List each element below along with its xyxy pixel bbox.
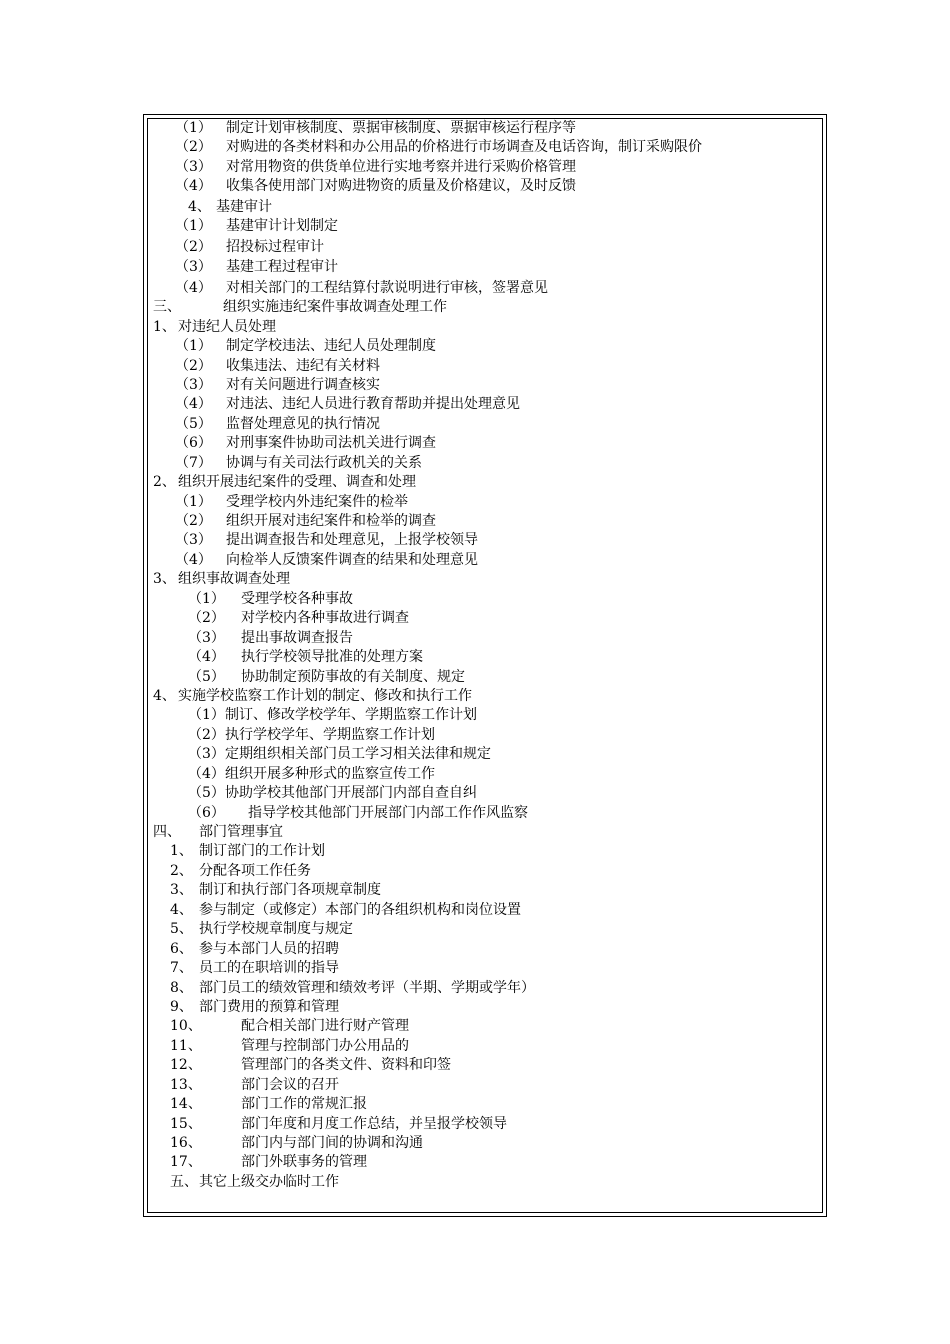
item-marker: 10、 — [170, 1018, 202, 1035]
item-text: 提出事故调查报告 — [241, 629, 353, 646]
list-item — [153, 940, 821, 959]
item-text: 执行学校领导批准的处理方案 — [241, 649, 423, 666]
item-marker: 7、 — [170, 960, 193, 977]
list-item — [153, 434, 821, 453]
item-marker: （5） — [175, 415, 212, 432]
item-text: 部门费用的预算和管理 — [199, 998, 339, 1015]
item-text: 对有关问题进行调查核实 — [226, 376, 380, 393]
item-text: 制订部门的工作计划 — [199, 843, 325, 860]
list-item — [153, 1037, 821, 1056]
item-marker: 11、 — [170, 1037, 202, 1054]
item-text: 实施学校监察工作计划的制定、修改和执行工作 — [178, 687, 472, 704]
item-text: 基建工程过程审计 — [226, 259, 338, 276]
list-item — [153, 1153, 821, 1172]
item-text: 对违纪人员处理 — [178, 318, 276, 335]
list-item — [153, 745, 821, 764]
list-item — [153, 609, 821, 628]
list-item — [153, 726, 821, 745]
list-item — [153, 531, 821, 550]
item-text: 基建审计 — [216, 198, 272, 215]
item-marker: （1） — [175, 493, 212, 510]
item-text: 组织实施违纪案件事故调查处理工作 — [223, 299, 447, 316]
item-text: 组织开展对违纪案件和检举的调查 — [226, 513, 436, 529]
item-text: 部门内与部门间的协调和沟通 — [241, 1135, 423, 1151]
item-marker: 4、 — [188, 198, 211, 215]
item-text: 对学校内各种事故进行调查 — [241, 610, 409, 627]
item-marker: 6、 — [170, 940, 193, 957]
section-heading — [153, 1173, 821, 1192]
list-item — [153, 979, 821, 998]
item-marker: 16、 — [170, 1135, 202, 1151]
list-item — [153, 784, 821, 803]
list-item — [153, 278, 821, 299]
list-item — [153, 158, 821, 177]
item-text: 定期组织相关部门员工学习相关法律和规定 — [225, 746, 491, 763]
item-marker: （4） — [175, 279, 212, 296]
item-marker: 五、 — [170, 1173, 198, 1190]
item-marker: （4） — [175, 178, 212, 195]
item-text: 部门工作的常规汇报 — [241, 1096, 367, 1113]
item-text: 指导学校其他部门开展部门内部工作作风监察 — [248, 804, 528, 821]
subsection-heading — [153, 197, 821, 218]
item-text: 管理与控制部门办公用品的 — [241, 1037, 409, 1054]
item-marker: （3） — [175, 158, 212, 175]
list-item — [153, 590, 821, 609]
item-marker: （1） — [175, 218, 212, 235]
section-heading — [153, 298, 821, 317]
section-heading — [153, 823, 821, 842]
item-marker: （3） — [188, 746, 225, 763]
item-marker: （1） — [175, 120, 212, 136]
item-marker: 四、 — [153, 824, 181, 840]
list-item — [153, 551, 821, 570]
item-text: 协调与有关司法行政机关的关系 — [226, 454, 422, 471]
subsection-heading — [153, 318, 821, 337]
item-text: 制定计划审核制度、票据审核制度、票据审核运行程序等 — [226, 120, 576, 136]
item-text: 管理部门的各类文件、资料和印签 — [241, 1057, 451, 1074]
item-marker: （5） — [188, 668, 225, 685]
list-item — [153, 376, 821, 395]
item-marker: （5） — [188, 785, 225, 802]
list-item — [153, 959, 821, 978]
item-marker: （4） — [175, 551, 212, 568]
item-marker: 4、 — [170, 901, 193, 918]
list-item — [153, 1115, 821, 1134]
list-item — [153, 765, 821, 784]
item-text: 收集违法、违纪有关材料 — [226, 357, 380, 374]
item-text: 制订和执行部门各项规章制度 — [199, 882, 381, 899]
subsection-heading — [153, 570, 821, 589]
list-item — [153, 998, 821, 1017]
item-text: 对相关部门的工程结算付款说明进行审核，签署意见 — [226, 279, 548, 296]
list-item — [153, 493, 821, 512]
list-item — [153, 257, 821, 278]
list-item — [153, 119, 821, 138]
item-marker: （3） — [175, 376, 212, 393]
list-item — [153, 415, 821, 434]
subsection-heading — [153, 473, 821, 492]
item-text: 员工的在职培训的指导 — [199, 960, 339, 977]
item-marker: 1、 — [153, 318, 176, 335]
item-text: 分配各项工作任务 — [199, 862, 311, 879]
item-marker: （4） — [188, 765, 225, 782]
item-text: 基建审计计划制定 — [226, 218, 338, 235]
item-marker: （1） — [188, 590, 225, 607]
item-text: 协助制定预防事故的有关制度、规定 — [241, 668, 465, 685]
item-text: 受理学校内外违纪案件的检举 — [226, 493, 408, 510]
item-text: 参与本部门人员的招聘 — [199, 940, 339, 957]
item-marker: 2、 — [170, 862, 193, 879]
item-text: 执行学校学年、学期监察工作计划 — [225, 726, 435, 743]
item-text: 对购进的各类材料和办公用品的价格进行市场调查及电话咨询，制订采购限价 — [226, 139, 702, 156]
list-item — [153, 901, 821, 920]
item-marker: 17、 — [170, 1154, 202, 1171]
subsection-heading — [153, 687, 821, 706]
item-marker: 三、 — [153, 299, 181, 316]
item-text: 对刑事案件协助司法机关进行调查 — [226, 435, 436, 452]
item-marker: （4） — [188, 649, 225, 666]
item-text: 其它上级交办临时工作 — [199, 1173, 339, 1190]
item-marker: （2） — [188, 610, 225, 627]
item-marker: 14、 — [170, 1096, 202, 1113]
list-item — [153, 706, 821, 725]
item-text: 执行学校规章制度与规定 — [199, 921, 353, 938]
item-marker: 13、 — [170, 1076, 202, 1093]
document-body — [153, 119, 821, 1192]
list-item — [153, 668, 821, 687]
item-marker: 4、 — [153, 687, 176, 704]
list-item — [153, 337, 821, 356]
item-marker: 8、 — [170, 979, 193, 996]
item-marker: （6） — [188, 804, 225, 821]
item-text: 监督处理意见的执行情况 — [226, 415, 380, 432]
item-text: 制定学校违法、违纪人员处理制度 — [226, 338, 436, 355]
list-item — [153, 138, 821, 157]
item-text: 配合相关部门进行财产管理 — [241, 1018, 409, 1035]
list-item — [153, 648, 821, 667]
item-marker: （2） — [188, 726, 225, 743]
item-marker: （3） — [188, 629, 225, 646]
item-marker: （2） — [175, 513, 212, 529]
list-item — [153, 842, 821, 861]
list-item — [153, 454, 821, 473]
item-text: 对常用物资的供货单位进行实地考察并进行采购价格管理 — [226, 158, 576, 175]
item-marker: 15、 — [170, 1115, 202, 1132]
item-marker: 3、 — [153, 571, 176, 588]
item-marker: 3、 — [170, 882, 193, 899]
list-item — [153, 1076, 821, 1095]
list-item — [153, 1095, 821, 1114]
item-text: 组织事故调查处理 — [178, 571, 290, 588]
item-text: 参与制定（或修定）本部门的各组织机构和岗位设置 — [199, 901, 521, 918]
item-marker: 2、 — [153, 474, 176, 491]
item-marker: （2） — [175, 139, 212, 156]
item-marker: （1） — [188, 707, 225, 724]
item-text: 收集各使用部门对购进物资的质量及价格建议，及时反馈 — [226, 178, 576, 195]
list-item — [153, 357, 821, 376]
item-text: 组织开展多种形式的监察宣传工作 — [225, 765, 435, 782]
item-text: 组织开展违纪案件的受理、调查和处理 — [178, 474, 416, 491]
item-text: 部门外联事务的管理 — [241, 1154, 367, 1171]
list-item — [153, 920, 821, 939]
list-item — [153, 1056, 821, 1075]
list-item — [153, 1017, 821, 1036]
list-item — [153, 1134, 821, 1153]
item-marker: （2） — [175, 357, 212, 374]
item-marker: （1） — [175, 338, 212, 355]
item-marker: （2） — [175, 238, 212, 255]
list-item — [153, 862, 821, 881]
item-marker: （3） — [175, 532, 212, 549]
list-item — [153, 217, 821, 236]
item-marker: 9、 — [170, 998, 193, 1015]
list-item — [153, 395, 821, 414]
list-item — [153, 237, 821, 258]
list-item — [153, 804, 821, 823]
item-marker: （6） — [175, 435, 212, 452]
item-marker: （7） — [175, 454, 212, 471]
item-text: 对违法、违纪人员进行教育帮助并提出处理意见 — [226, 396, 520, 413]
item-text: 部门员工的绩效管理和绩效考评（半期、学期或学年） — [199, 979, 535, 996]
list-item — [153, 881, 821, 900]
item-text: 协助学校其他部门开展部门内部自查自纠 — [225, 785, 477, 802]
item-text: 部门会议的召开 — [241, 1076, 339, 1093]
item-marker: （3） — [175, 259, 212, 276]
item-marker: 1、 — [170, 843, 193, 860]
item-text: 提出调查报告和处理意见，上报学校领导 — [226, 532, 478, 549]
item-text: 部门管理事宜 — [199, 824, 283, 840]
item-text: 招投标过程审计 — [226, 238, 324, 255]
item-marker: 5、 — [170, 921, 193, 938]
item-text: 部门年度和月度工作总结，并呈报学校领导 — [241, 1115, 507, 1132]
item-marker: 12、 — [170, 1057, 202, 1074]
list-item — [153, 629, 821, 648]
item-text: 受理学校各种事故 — [241, 590, 353, 607]
item-text: 制订、修改学校学年、学期监察工作计划 — [225, 707, 477, 724]
item-text: 向检举人反馈案件调查的结果和处理意见 — [226, 551, 478, 568]
list-item — [153, 177, 821, 196]
item-marker: （4） — [175, 396, 212, 413]
list-item — [153, 512, 821, 531]
